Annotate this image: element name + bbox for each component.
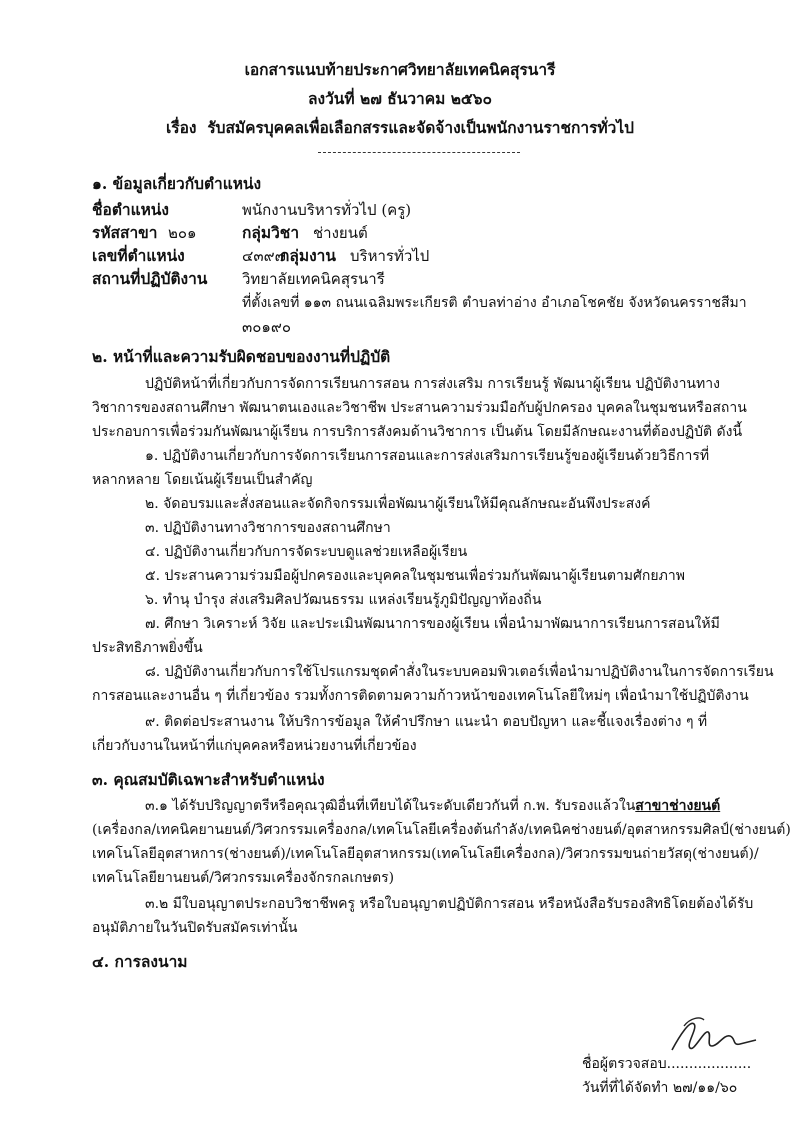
duty-item: หลากหลาย โดยเน้นผู้เรียนเป็นสำคัญ [92,472,313,488]
duty-item: ๖. ทำนุ บำรุง ส่งเสริมศิลปวัฒนธรรม แหล่งเรียนรู้ภูมิปัญญาท้องถิ่น [145,592,542,608]
place-line2: ที่ตั้งเลขที่ ๑๑๓ ถนนเฉลิมพระเกียรติ ตำบลท่าอ่าง อำเภอโชคชัย จังหวัดนครราชสีมา [242,295,747,311]
section2-intro-line: ประกอบการเพื่อร่วมกันพัฒนาผู้เรียน การบริการสังคมด้านวิชาการ เป็นต้น โดยมีลักษณะงานที่ต้องปฏิบัติ ดังนี้ [92,424,743,440]
qualification-1-text: ๓.๑ ได้รับปริญญาตรีหรือคุณวุฒิอื่นที่เทียบได้ในระดับเดียวกันที่ ก.พ. รับรองแล้วใน [145,798,636,814]
prepared-date: วันที่ที่ได้จัดทำ ๒๗/๑๑/๖๐ [582,1080,738,1096]
duty-item: ๔. ปฏิบัติงานเกี่ยวกับการจัดระบบดูแลช่วยเหลือผู้เรียน [145,544,468,560]
section1-title: ๑. ข้อมูลเกี่ยวกับตำแหน่ง [92,174,262,193]
position-value: พนักงานบริหารทั่วไป (ครู) [242,201,412,219]
place-line1: วิทยาลัยเทคนิคสุรนารี [242,270,385,288]
number-label: เลขที่ตำแหน่ง [92,246,185,265]
qualification-2-line: อนุมัติภายในวันปิดรับสมัครเท่านั้น [92,920,298,936]
signature-icon [660,1010,760,1060]
subject-text: รับสมัครบุคคลเพื่อเลือกสรรและจัดจ้างเป็นพนักงานราชการทั่วไป [207,118,634,137]
duty-item: ๒. จัดอบรมและสั่งสอนและจัดกิจกรรมเพื่อพัฒนาผู้เรียนให้มีคุณลักษณะอันพึงประสงค์ [145,496,651,512]
section2-intro-line: ปฏิบัติหน้าที่เกี่ยวกับการจัดการเรียนการสอน การส่งเสริม การเรียนรู้ พัฒนาผู้เรียน ปฏิบัติงานทาง [145,376,720,392]
workgroup-value: บริหารทั่วไป [350,247,430,265]
section3-title: ๓. คุณสมบัติเฉพาะสำหรับตำแหน่ง [92,770,325,789]
duty-item: เกี่ยวกับงานในหน้าที่แก่บุคคลหรือหน่วยงานที่เกี่ยวข้อง [92,738,417,754]
place-label: สถานที่ปฏิบัติงาน [92,269,208,288]
qualification-2: ๓.๒ มีใบอนุญาตประกอบวิชาชีพครู หรือใบอนุญาตปฏิบัติการสอน หรือหนังสือรับรองสิทธิโดยต้องได้รับ [145,896,754,912]
position-label: ชื่อตำแหน่ง [92,200,169,219]
duty-item: ๙. ติดต่อประสานงาน ให้บริการข้อมูล ให้คำปรึกษา แนะนำ ตอบปัญหา และชี้แจงเรื่องต่าง ๆ ที่ [145,714,708,730]
code-label: รหัสสาขา [92,223,158,242]
workgroup-label: กลุ่มงาน [280,246,336,265]
duty-item: ๕. ประสานความร่วมมือผู้ปกครองและบุคคลในชุมชนเพื่อร่วมกันพัฒนาผู้เรียนตามศักยภาพ [145,568,685,584]
section4-title: ๔. การลงนาม [92,952,188,971]
section2-title: ๒. หน้าที่และความรับผิดชอบของงานที่ปฏิบัติ [92,347,391,366]
qualification-major: สาขาช่างยนต์ [635,798,721,814]
duty-item: ๗. ศึกษา วิเคราะห์ วิจัย และประเมินพัฒนาการของผู้เรียน เพื่อนำมาพัฒนาการเรียนการสอนให้มี [145,616,720,632]
code-value: ๒๐๑ [168,224,197,242]
qualification-1 [145,796,720,816]
group-label: กลุ่มวิชา [242,223,300,242]
place-line3: ๓๐๑๙๐ [242,318,292,336]
duty-item: ๑. ปฏิบัติงานเกี่ยวกับการจัดการเรียนการสอนและการส่งเสริมการเรียนรู้ของผู้เรียนด้วยวิธีการที่ [145,448,710,464]
qualification-1-line: (เครื่องกล/เทคนิคยานยนต์/วิศวกรรมเครื่องกล/เทคโนโลยีเครื่องต้นกำลัง/เทคนิคช่างยนต์/อุตสาหกรรมศิลป์(ช่างยนต์) [92,822,791,838]
qualification-1-line: เทคโนโลยีอุตสาหการ(ช่างยนต์)/เทคโนโลยีอุตสาหกรรม(เทคโนโลยีเครื่องกล)/วิศวกรรมขนถ่ายวัสดุ(ช่างยนต์)/ [92,846,759,862]
checker-line: ชื่อผู้ตรวจสอบ................... [582,1056,752,1072]
duty-item: ๓. ปฏิบัติงานทางวิชาการของสถานศึกษา [145,520,391,536]
header-divider [318,152,520,153]
group-value: ช่างยนต์ [313,224,368,242]
doc-header-subject [0,118,800,138]
qualification-1-line: เทคโนโลยียานยนต์/วิศวกรรมเครื่องจักรกลเกษตร) [92,870,395,886]
doc-header-line1: เอกสารแนบท้ายประกาศวิทยาลัยเทคนิคสุรนารี [244,60,556,79]
subject-label: เรื่อง [166,118,197,137]
duty-item: ๘. ปฏิบัติงานเกี่ยวกับการใช้โปรแกรมชุดคำสั่งในระบบคอมพิวเตอร์เพื่อนำมาปฏิบัติงานในการจัดการเรียน [145,664,774,680]
section2-intro-line: วิชาการของสถานศึกษา พัฒนาตนเองและวิชาชีพ ประสานความร่วมมือกับผู้ปกครอง บุคคลในชุมชนหรือสถาน [92,400,747,416]
duty-item: ประสิทธิภาพยิ่งขึ้น [92,640,203,656]
duty-item: การสอนและงานอื่น ๆ ที่เกี่ยวข้อง รวมทั้งการติดตามความก้าวหน้าของเทคโนโลยีใหม่ๆ เพื่อนำมาใช้ปฏิบัติงาน [92,688,749,704]
doc-header-date: ลงวันที่ ๒๗ ธันวาคม ๒๕๖๐ [308,89,492,108]
number-value: ๔๓๙๗ [242,247,286,265]
